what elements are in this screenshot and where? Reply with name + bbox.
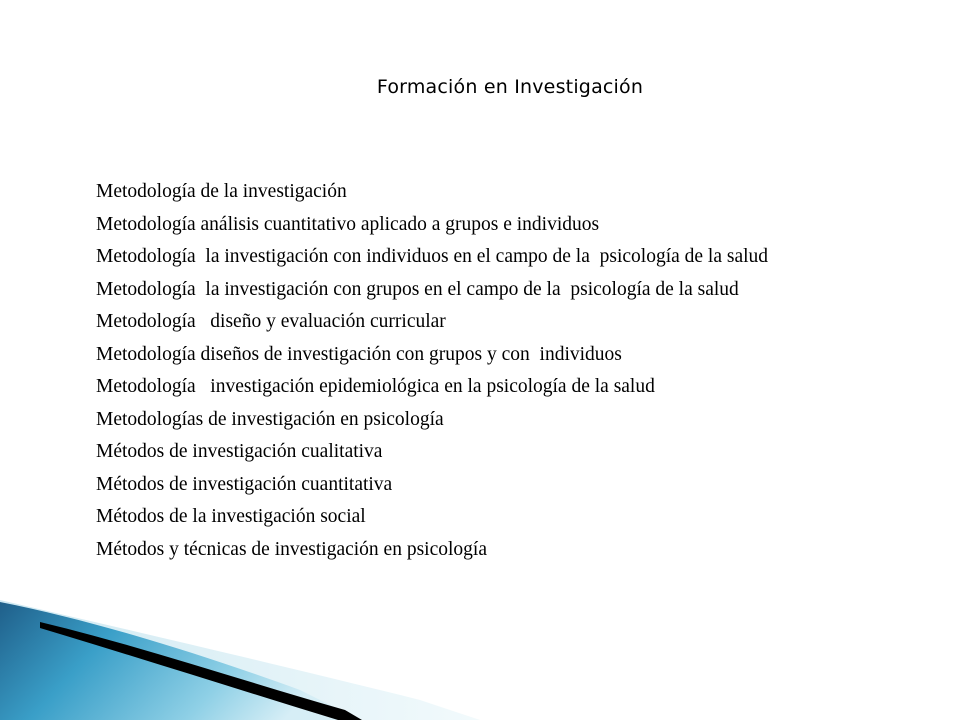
list-item: Metodología investigación epidemiológica en la psicología de la salud: [96, 376, 655, 397]
list-item: Métodos de investigación cuantitativa: [96, 473, 393, 495]
list-item: Metodología análisis cuantitativo aplicado a grupos e individuos: [96, 213, 600, 235]
list-item: Metodología diseños de investigación con grupos y con individuos: [96, 343, 622, 365]
list-item: Metodología la investigación con individuos en el campo de la psicología de la salud: [96, 246, 769, 267]
list-item: Metodología la investigación con grupos en el campo de la psicología de la salud: [96, 278, 739, 300]
slide-title: Formación en Investigación: [376, 76, 644, 98]
list-item: Metodologías de investigación en psicología: [96, 408, 444, 430]
list-item: Metodología de la investigación: [96, 181, 347, 202]
list-item: Metodología diseño y evaluación curricular: [96, 311, 446, 332]
methodology-list: [96, 176, 768, 566]
list-item: Métodos y técnicas de investigación en psicología: [96, 538, 487, 560]
list-item: Métodos de la investigación social: [96, 506, 366, 527]
list-item: Métodos de investigación cualitativa: [96, 441, 383, 462]
